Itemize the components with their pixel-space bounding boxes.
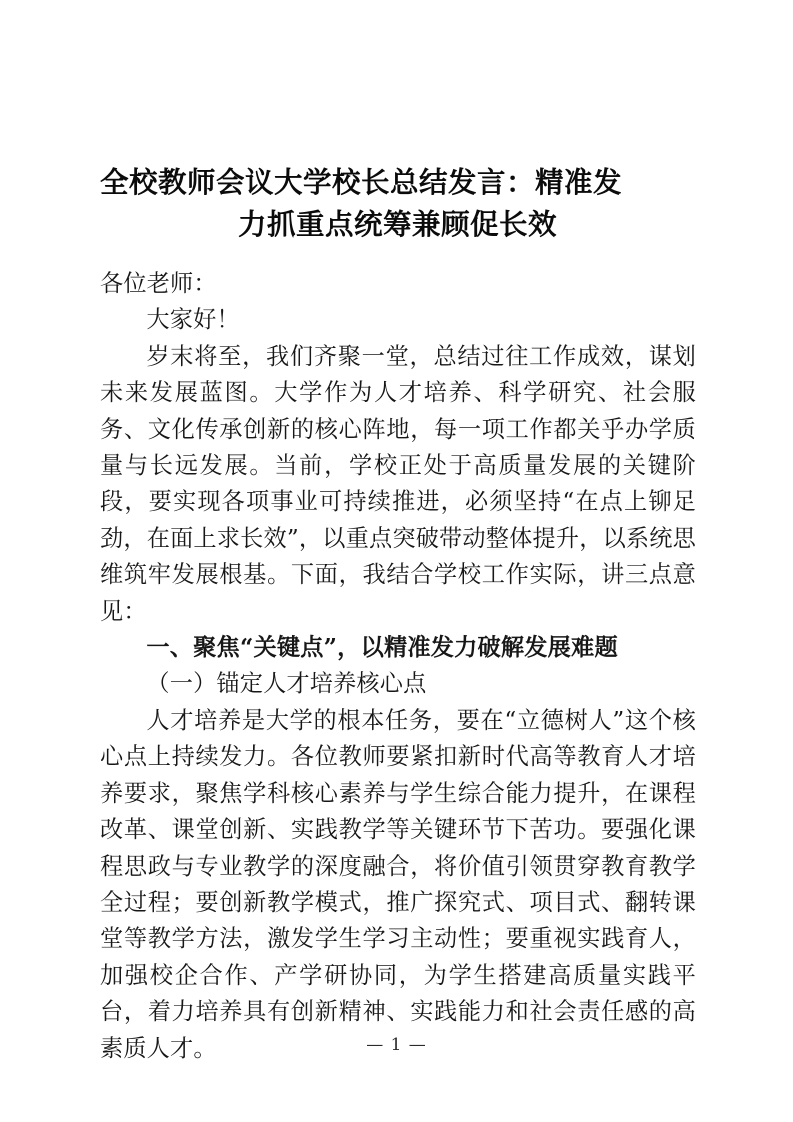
paragraph-opening: 岁末将至，我们齐聚一堂，总结过往工作成效，谋划未来发展蓝图。大学作为人才培养、科学研究、社会服务、文化传承创新的核心阵地，每一项工作都关乎办学质量与长远发展。当前，学校正处于高质量发展的关键阶段，要实现各项事业可持续推进，必须坚持“在点上铆足劲，在面上求长效”，以重点突破带动整体提升，以系统思维筑牢发展根基。下面，我结合学校工作实际，讲三点意见：: [100, 342, 696, 625]
subsection-heading-one: （一）锚定人才培养核心点: [146, 670, 427, 698]
document-body: [100, 266, 696, 1067]
page-number: — 1 —: [366, 1035, 427, 1055]
paragraph-greeting: 大家好！: [146, 306, 240, 334]
page-title-line-1: 全校教师会议大学校长总结发言：精准发: [100, 166, 623, 200]
page-title-line-2: 力抓重点统筹兼顾促长效: [237, 208, 557, 242]
paragraph-section-body: 人才培养是大学的根本任务，要在“立德树人”这个核心点上持续发力。各位教师要紧扣新时代高等教育人才培养要求，聚焦学科核心素养与学生综合能力提升，在课程改革、课堂创新、实践教学等关键环节下苦功。要强化课程思政与专业教学的深度融合，将价值引领贯穿教育教学全过程；要创新教学模式，推广探究式、项目式、翻转课堂等教学方法，激发学生学习主动性；要重视实践育人，加强校企合作、产学研协同，为学生搭建高质量实践平台，着力培养具有创新精神、实践能力和社会责任感的高素质人才。: [100, 706, 696, 1062]
page-title: [100, 162, 695, 246]
section-heading-one: 一、聚焦“关键点”，以精准发力破解发展难题: [146, 634, 618, 662]
paragraph-salutation: 各位老师：: [100, 270, 217, 297]
